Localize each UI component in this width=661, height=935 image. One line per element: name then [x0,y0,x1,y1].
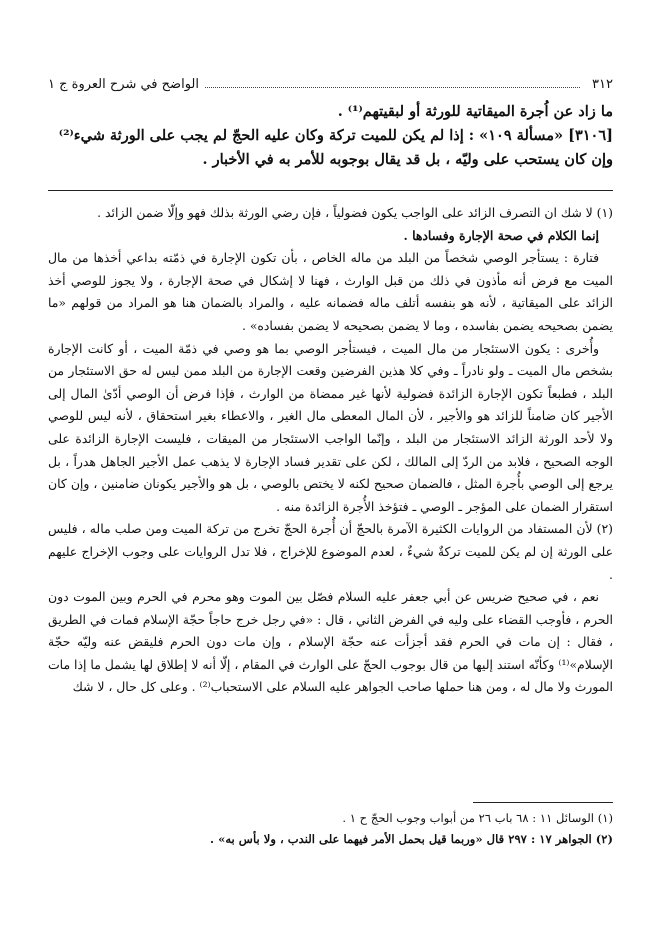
running-title: الواضح في شرح العروة ج ١ [48,76,199,92]
footnotes [48,808,613,850]
main-line: وإن كان يستحب على وليّه ، بل قد يقال بوجوبه للأمر به في الأخبار . [202,151,613,168]
note-paragraph: نعم ، في صحيح ضريس عن أبي جعفر عليه السلام فصّل بين الموت وهو محرم في الحرم وبين الموت دون الحرم ، فأوجب القضاء على وليه في الفرض الثاني ، قال : «في رجل خرج حاجاً حجّة الإسلام فمات في الطريق ، فقال : إن مات في الحرم فقد أجزأت عنه حجّة الإسلام ، وإن مات دون الحرم فليقض عنه وليّه حجّة الإسلام»⁽¹⁾ وكأنّه استند إليها من قال بوجوب الحجّ على الوارث في المقام ، إلّا أنه لا إطلاق لها يشمل ما إذا مات المورث ولا مال له ، ومن هنا حملها صاحب الجواهر عليه السلام على الاستحباب⁽²⁾ . وعلى كل حال ، لا شك [48,589,613,695]
note-heading: إنما الكلام في صحة الإجارة وفسادها . [403,227,599,243]
commentary-notes [48,202,613,699]
footnote-text: (٢) الجواهر ١٧ : ٢٩٧ قال «وربما قيل بحمل الأمر فيهما على الندب ، ولا بأس به» . [210,832,613,846]
main-line: ما زاد عن اُجرة الميقاتية للورثة أو لبقيتهم⁽¹⁾ . [337,103,613,120]
main-text [48,100,613,172]
main-notes-separator [48,190,613,191]
note-paragraph: (٢) لأن المستفاد من الروايات الكثيرة الآمرة بالحجّ أن أُجرة الحجّ تخرج من تركة الميت ومن صلب ماله ، فليس على الورثة إن لم يكن للميت تركةٌ شيءٌ ، لعدم الموضوع للإخراج ، فلا تدل الروايات على وجوب الإخراج عليهم . [48,521,613,582]
footnote-separator [473,802,613,803]
note-paragraph: وأُخرى : يكون الاستئجار من مال الميت ، فيستأجر الوصي بما هو وصي في ذمّة الميت ، أو كانت الإجارة بشخص مال الميت ـ ولو نادراً ـ وفي كلا هذين الفرضين وقعت الإجارة من البلد ممن ليس له حق الاستئجار من البلد ، فطبعاً تكون الإجارة الزائدة فضولية لأنها غير ممضاة من الوارث ، فإذا فرض أن الوصي أدّىٰ المال إلى الأجير كان ضامناً للزائد هو والأجير ، لأن المال المعطى مال الغير ، والاعطاء بغير استحقاق ، لأنه ليس للوصي ولا لأحد الورثة الزائد الاستئجار من البلد ، وإنّما الواجب الاستئجار من الميقات ، فليست الإجارة الزائدة على الوجه الصحيح ، فلابد من الردّ إلى المالك ، لكن على تقدير فساد الإجارة لا يذهب عمل الأجير الجاهل هدراً ، بل يرجع إلى الوصي بأُجرة المثل ، فالضمان صحيح لكنه لا يختص بالوصي ، بل هو والأجير يكونان ضامنين ، وإن كان استقرار الضمان على المؤجر ـ الوصي ـ فتؤخذ الأُجرة الزائدة منه . [48,340,613,514]
footnote: (١) الوسائل ١١ : ٦٨ باب ٢٦ من أبواب وجوب الحجّ ح ١ . [342,811,613,825]
note-paragraph: (١) لا شك ان التصرف الزائد على الواجب يكون فضولياً ، فإن رضي الورثة بذلك فهو وإلّا ضمن الزائد . [97,205,613,220]
note-paragraph: فتارة : يستأجر الوصي شخصاً من البلد من ماله الخاص ، بأن تكون الإجارة في ذمّته بداعي أخذها من مال الميت مع فرض أنه مأذون في ذلك من قبل الوارث ، فهنا لا إشكال في صحة الإجارة ، ولا يجوز للوصي أخذ الزائد على الميقاتية ، لأنه هو بنفسه أتلف ماله فضمانه عليه ، والمراد بالضمان هنا هو المراد من قولهم «ما يضمن بصحيحه يضمن بفاسده ، وما لا يضمن بصحيحه لا يضمن بفساده» . [48,250,613,333]
note-paragraph [48,225,613,248]
page-number: ٣١٢ [592,76,613,92]
header-dotted-leader [205,87,580,88]
main-line: [٣١٠٦] «مسألة ١٠٩» : إذا لم يكن للميت تركة وكان عليه الحجّ لم يجب على الورثة شيء⁽²⁾ [58,127,613,144]
book-page [48,0,613,935]
footnote [48,829,613,850]
page-header [48,73,613,95]
